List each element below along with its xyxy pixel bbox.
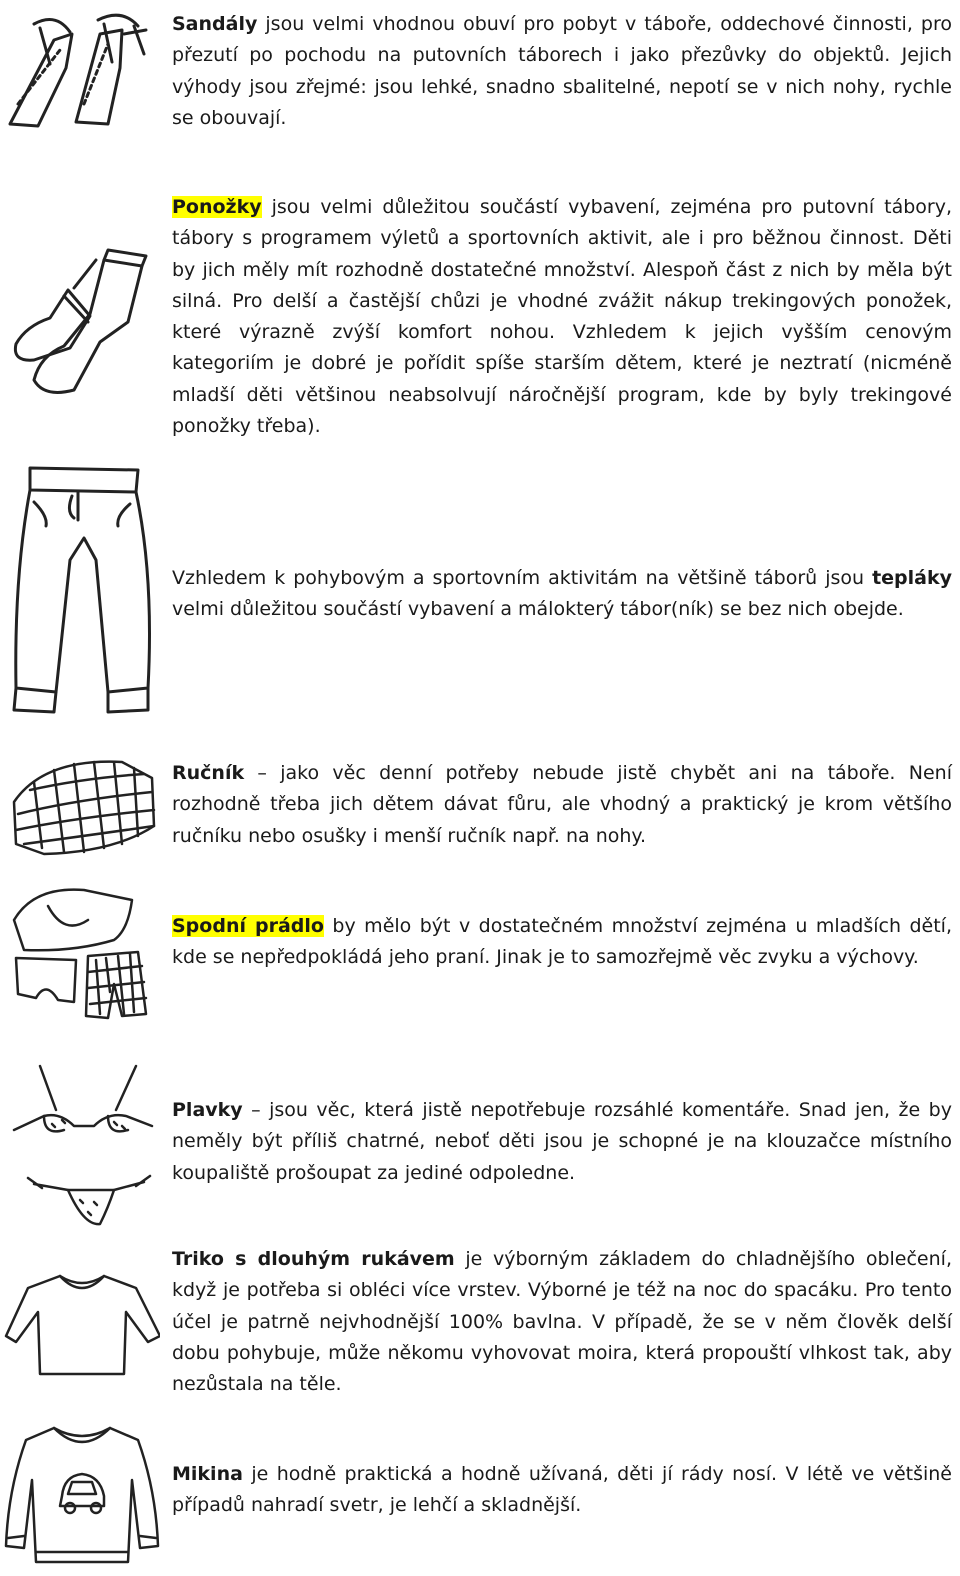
underwear-icon (4, 880, 160, 1030)
entry-term: Spodní prádlo (172, 915, 324, 937)
sandals-icon (4, 4, 154, 132)
entry-text (172, 1459, 952, 1522)
entry-text (172, 563, 952, 626)
sweatpants-icon (4, 456, 160, 726)
entry-text (172, 1095, 952, 1189)
swimsuit-icon (4, 1060, 160, 1230)
entry-term: Plavky (172, 1099, 243, 1121)
entry-body: jsou velmi vhodnou obuví pro pobyt v táboře, oddechové činnosti, pro přezutí po pochodu na putovních táborech i jako přezůvky do objektů. Jejich výhody jsou zřejmé: jsou lehké, snadno sbalitelné, nepotí se v nich nohy, rychle se obouvají. (172, 13, 952, 129)
entry-text (172, 1244, 952, 1400)
entry-text (172, 911, 952, 974)
entry-term: Mikina (172, 1463, 243, 1485)
entry-body: je výborným základem do chladnějšího oblečení, když je potřeba si obléci více vrstev. Výborné je též na noc do spacáku. Pro tento účel je patrně nejvhodnější 100% bavlna. V případě, že se v něm člověk delší dobu pohybuje, může někomu vyhovovat moira, která propouští vlhkost tak, aby nezůstala na těle. (172, 1248, 952, 1396)
entry-body: je hodně praktická a hodně užívaná, děti jí rády nosí. V létě ve většině případů nahradí svetr, je lehčí a skladnější. (172, 1463, 952, 1517)
entry-body: – jsou věc, která jistě nepotřebuje rozsáhlé komentáře. Snad jen, že by neměly být příliš chatrné, neboť děti jsou je schopné je na klouzačce místního koupaliště prošoupat za jediné odpoledne. (172, 1099, 952, 1184)
long-sleeve-shirt-icon (4, 1256, 160, 1386)
entry-body: velmi důležitou součástí vybavení a málokterý tábor(ník) se bez nich obejde. (172, 598, 904, 621)
entry-term: Ručník (172, 762, 245, 784)
socks-icon (4, 230, 154, 400)
entry-text (172, 192, 952, 442)
entry-body: by mělo být v dostatečném množství zejména u mladších dětí, kde se nepředpokládá jeho praní. Jinak je to samozřejmě věc zvyku a výchovy. (172, 915, 952, 969)
entry-term: Triko s dlouhým rukávem (172, 1248, 455, 1270)
entry-term: tepláky (872, 567, 952, 589)
entry-term: Ponožky (172, 196, 262, 218)
sweatshirt-icon (4, 1410, 160, 1570)
entry-text (172, 758, 952, 852)
entry-body: jsou velmi důležitou součástí vybavení, zejména pro putovní tábory, tábory s programem výletů a sportovních aktivit, ale i pro běžnou činnost. Děti by jich měly mít rozhodně dostatečné množství. Alespoň část z nich by měla být silná. Pro delší a častější chůzi je vhodné zvážit nákup trekingových ponožek, které výrazně zvýší komfort nohou. Vzhledem k jejich vyšším cenovým kategoriím je dobré je pořídit spíše starším dětem, které je neztratí (nicméně mladší děti většinou neabsolvují náročnější program, kde by byly trekingové ponožky třeba). (172, 196, 952, 438)
towel-icon (4, 748, 160, 860)
entry-lead: Vzhledem k pohybovým a sportovním aktivitám na většině táborů jsou (172, 567, 873, 589)
entry-body: – jako věc denní potřeby nebude jistě chybět ani na táboře. Není rozhodně třeba jich dětem dávat fůru, ale vhodný a praktický je krom většího ručníku nebo osušky i menší ručník např. na nohy. (172, 762, 952, 847)
entry-term: Sandály (172, 13, 258, 35)
entry-text (172, 9, 952, 134)
